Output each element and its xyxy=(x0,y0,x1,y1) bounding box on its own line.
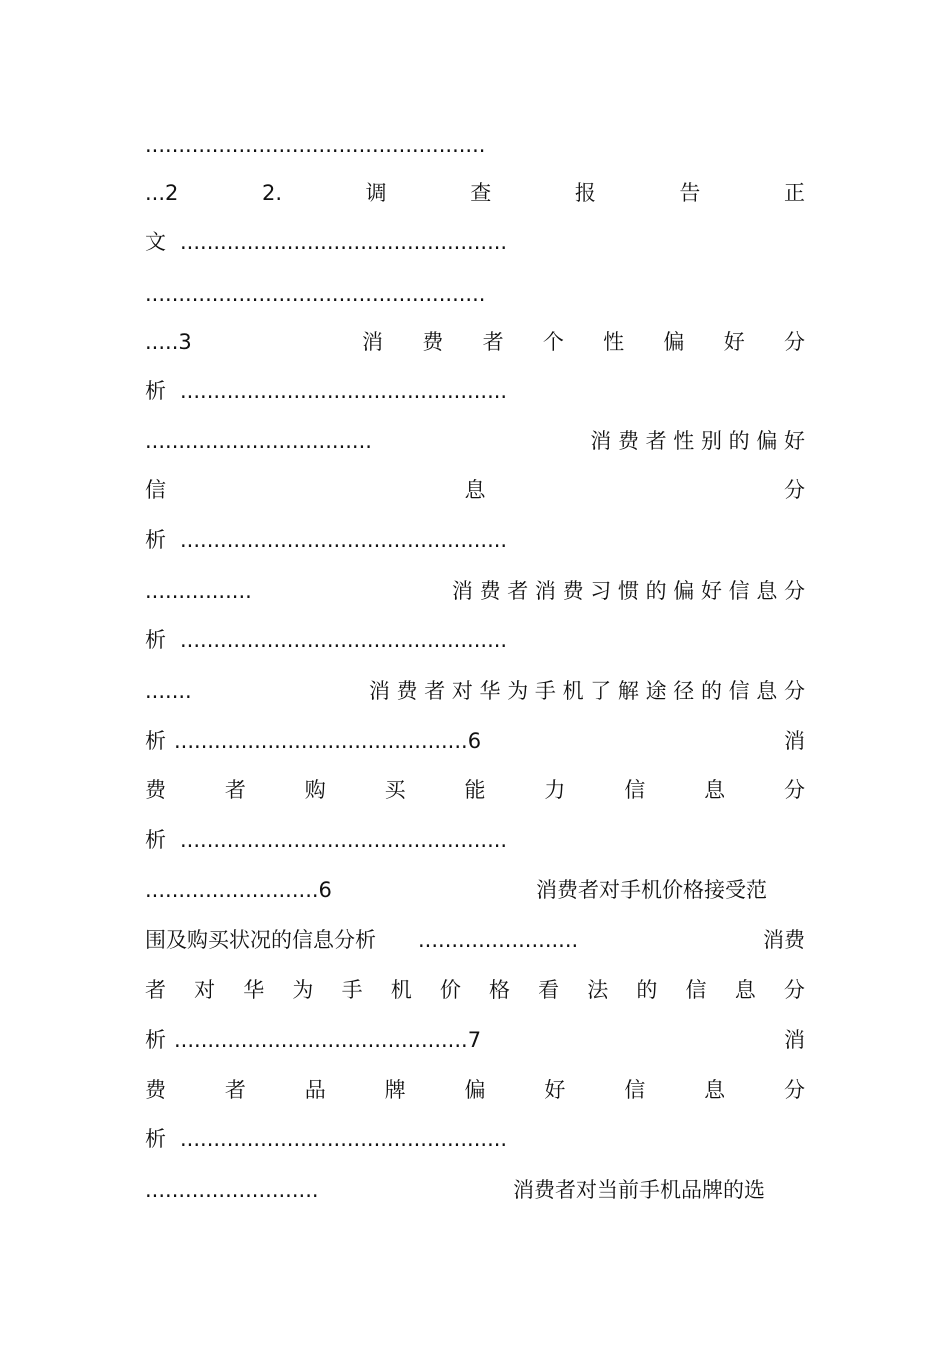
toc-entry-huawei-price-view xyxy=(145,975,805,1005)
toc-page-number: .....3 xyxy=(145,330,192,354)
toc-char: 力 xyxy=(544,778,566,802)
toc-entry-continuation xyxy=(145,1124,805,1154)
toc-char: 息 xyxy=(704,778,726,802)
toc-char: 报 xyxy=(574,181,596,205)
toc-char: 信 xyxy=(685,978,707,1002)
toc-char: 买 xyxy=(384,778,406,802)
toc-entry-title xyxy=(362,327,805,357)
toc-char: 价 xyxy=(439,978,461,1002)
toc-char: 手 xyxy=(341,978,363,1002)
toc-entry-brand-preference xyxy=(145,1075,805,1105)
toc-leader-dots: ................................................. xyxy=(180,230,508,254)
toc-char: 消 xyxy=(362,330,383,354)
toc-char: 息 xyxy=(464,478,486,502)
toc-char: 查 xyxy=(470,181,492,205)
toc-leader-dots: ................................................. xyxy=(180,528,508,552)
toc-char: 费 xyxy=(145,778,166,802)
toc-section-number: 2. xyxy=(261,181,283,205)
toc-char: 分 xyxy=(784,778,805,802)
toc-leader-dots: ................................................... xyxy=(145,282,486,306)
toc-char: 分 xyxy=(783,978,805,1002)
toc-entry-personal-preference xyxy=(145,327,805,357)
toc-entry-gender-preference xyxy=(145,426,805,456)
toc-char: 机 xyxy=(390,978,412,1002)
toc-char: 费 xyxy=(422,330,444,354)
toc-leader-dots: ..........................6 xyxy=(145,878,332,902)
toc-char: 告 xyxy=(679,181,701,205)
toc-char: 个 xyxy=(542,330,564,354)
toc-entry-title: 消费 xyxy=(763,928,805,952)
toc-char: 析 xyxy=(145,1127,166,1151)
toc-entry-report-body xyxy=(145,178,805,208)
toc-entry-purchasing-power xyxy=(145,775,805,805)
toc-char: 析 xyxy=(145,628,166,652)
toc-char: 析 xyxy=(145,828,166,852)
toc-leader-dots: ................................................. xyxy=(180,379,508,403)
toc-entry-title: 消 费 者 消 费 习 惯 的 偏 好 信 息 分 xyxy=(451,579,805,603)
toc-leader-dots: ....... xyxy=(145,679,192,703)
toc-entry-continuation xyxy=(145,1025,805,1055)
toc-char: 析 xyxy=(145,379,166,403)
toc-char: 偏 xyxy=(464,1078,486,1102)
toc-char: 析 xyxy=(145,528,166,552)
toc-leader-dots: ................................................... xyxy=(145,133,486,157)
toc-entry-continuation xyxy=(145,376,805,406)
toc-char: 购 xyxy=(304,778,326,802)
toc-char: 析 xyxy=(145,729,166,753)
toc-entry-continuation xyxy=(145,625,805,655)
toc-char: 法 xyxy=(587,978,609,1002)
toc-char: 的 xyxy=(636,978,658,1002)
toc-leader-dots: .................................. xyxy=(145,429,372,453)
toc-char: 者 xyxy=(145,978,166,1002)
toc-entry-habit-preference xyxy=(145,576,805,606)
toc-leader-dots: ............................................7 xyxy=(174,1028,482,1052)
toc-leader-dots: ................................................. xyxy=(180,628,508,652)
toc-char: 者 xyxy=(224,1078,246,1102)
toc-char: 析 xyxy=(145,1028,166,1052)
toc-entry-title: 消费者对手机价格接受范 xyxy=(536,878,767,902)
toc-char: 信 xyxy=(624,1078,646,1102)
toc-char: 消 xyxy=(784,729,805,753)
toc-entry-title: 围及购买状况的信息分析 xyxy=(145,928,376,952)
toc-entry-title: 消 费 者 性 别 的 偏 好 xyxy=(590,429,805,453)
toc-leader-dots: ................................................. xyxy=(180,1127,508,1151)
toc-char: 者 xyxy=(482,330,504,354)
toc-char: 文 xyxy=(145,230,166,254)
toc-entry-continuation xyxy=(145,726,805,756)
toc-char: 息 xyxy=(704,1078,726,1102)
toc-entry-huawei-awareness xyxy=(145,676,805,706)
toc-leader-dots: ................................................. xyxy=(180,828,508,852)
toc-leader-dots: ........................ xyxy=(418,928,579,952)
toc-char: 信 xyxy=(145,478,166,502)
toc-char: 格 xyxy=(488,978,510,1002)
toc-char: 分 xyxy=(784,478,805,502)
toc-leader-dots: .......................... xyxy=(145,1178,319,1202)
toc-char: 者 xyxy=(224,778,246,802)
toc-char: 品 xyxy=(304,1078,326,1102)
toc-char: 能 xyxy=(464,778,486,802)
toc-char: 费 xyxy=(145,1078,166,1102)
toc-char: 信 xyxy=(624,778,646,802)
toc-char: 消 xyxy=(784,1028,805,1052)
toc-char: 正 xyxy=(784,181,805,205)
toc-leader-line xyxy=(145,279,805,309)
toc-char: 偏 xyxy=(663,330,685,354)
toc-entry-title: 消费者对当前手机品牌的选 xyxy=(513,1178,765,1202)
toc-char: 性 xyxy=(603,330,625,354)
toc-entry-continuation xyxy=(145,475,805,505)
toc-entry-title: 消 费 者 对 华 为 手 机 了 解 途 径 的 信 息 分 xyxy=(368,679,805,703)
toc-entry-continuation xyxy=(145,825,805,855)
toc-leader-dots: ............................................6 xyxy=(174,729,482,753)
toc-char: 好 xyxy=(544,1078,566,1102)
toc-char: 牌 xyxy=(384,1078,406,1102)
toc-char: 分 xyxy=(783,330,805,354)
toc-char: 息 xyxy=(734,978,756,1002)
toc-char: 好 xyxy=(723,330,745,354)
toc-char: 分 xyxy=(784,1078,805,1102)
toc-entry-continuation xyxy=(145,925,805,955)
toc-leader-dots: ................ xyxy=(145,579,252,603)
toc-leader-line xyxy=(145,130,805,160)
toc-entry-continuation xyxy=(145,227,805,257)
toc-char: 调 xyxy=(365,181,387,205)
toc-entry-continuation xyxy=(145,525,805,555)
toc-entry-price-acceptance xyxy=(145,875,805,905)
toc-char: 为 xyxy=(292,978,314,1002)
toc-page-number: ...2 xyxy=(145,181,179,205)
toc-entry-current-brand-choice xyxy=(145,1175,805,1205)
toc-char: 华 xyxy=(243,978,265,1002)
toc-char: 对 xyxy=(194,978,216,1002)
toc-char: 看 xyxy=(538,978,560,1002)
